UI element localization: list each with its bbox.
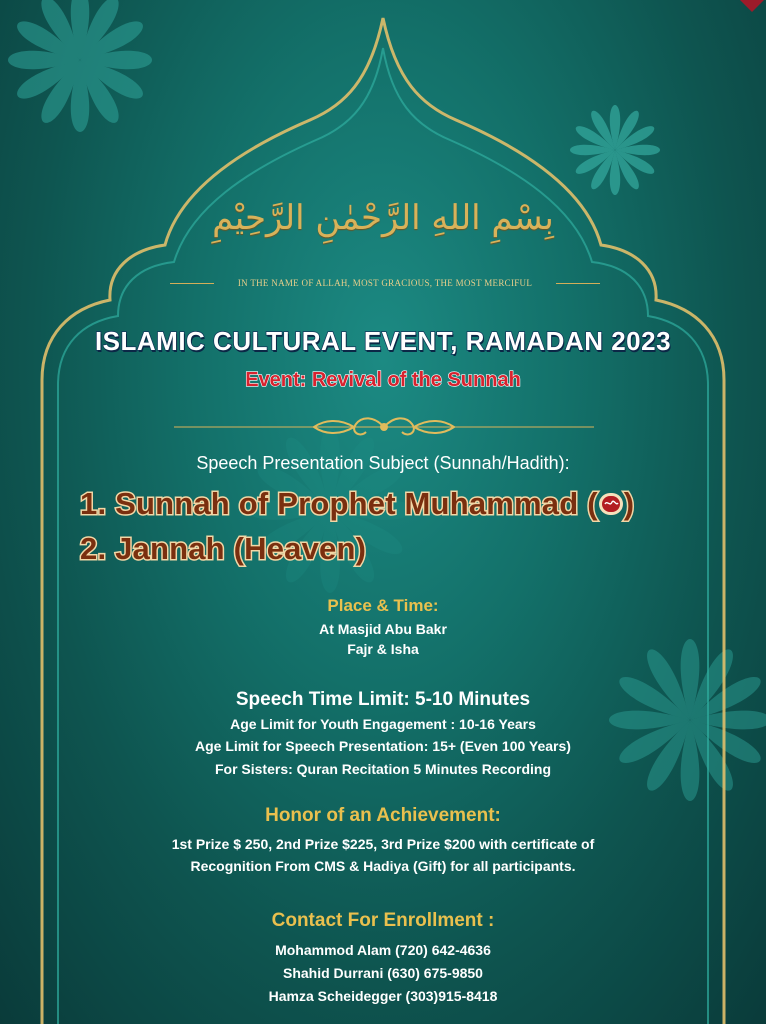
speech-subject-heading: Speech Presentation Subject (Sunnah/Hadith):: [196, 453, 570, 473]
bismillah-calligraphy: بِسْمِ اللهِ الرَّحْمٰنِ الرَّحِيْمِ: [212, 198, 554, 238]
contact-person: Shahid Durrani (630) 675-9850: [283, 965, 483, 981]
contact-person: Hamza Scheidegger (303)915-8418: [268, 988, 498, 1004]
event-title: ISLAMIC CULTURAL EVENT, RAMADAN 2023: [94, 326, 672, 356]
sisters-recitation: For Sisters: Quran Recitation 5 Minutes Recording: [214, 761, 552, 777]
salawat-seal-icon: [598, 491, 624, 517]
place-location: At Masjid Abu Bakr: [319, 621, 447, 637]
topic-2: 2. Jannah (Heaven): [80, 531, 367, 566]
prize-line-2: Recognition From CMS & Hadiya (Gift) for all participants.: [190, 858, 576, 874]
bismillah-translation-row: [170, 276, 600, 290]
prize-line-1: 1st Prize $ 250, 2nd Prize $225, 3rd Prize $200 with certificate of: [171, 836, 595, 852]
place-time-heading: Place & Time:: [327, 596, 439, 615]
speech-time-limit: Speech Time Limit: 5-10 Minutes: [235, 689, 531, 710]
topic-1-text: 1. Sunnah of Prophet Muhammad (: [80, 486, 598, 521]
bismillah-translation: IN THE NAME OF ALLAH, MOST GRACIOUS, THE MOST MERCIFUL: [237, 278, 533, 288]
youth-age-limit: Age Limit for Youth Engagement : 10-16 Years: [230, 716, 536, 732]
event-subtitle: Event: Revival of the Sunnah: [245, 369, 521, 391]
honor-heading: Honor of an Achievement:: [265, 805, 501, 826]
topic-1-close: ): [623, 486, 635, 521]
contact-heading: Contact For Enrollment :: [271, 910, 495, 931]
topic-1: [80, 486, 634, 522]
place-time: Fajr & Isha: [347, 641, 419, 657]
gold-divider-icon: [174, 412, 594, 442]
contact-person: Mohammod Alam (720) 642-4636: [275, 942, 491, 958]
speech-age-limit: Age Limit for Speech Presentation: 15+ (Even 100 Years): [195, 738, 571, 754]
gold-rule-right: [556, 283, 600, 284]
gold-rule-left: [170, 283, 214, 284]
